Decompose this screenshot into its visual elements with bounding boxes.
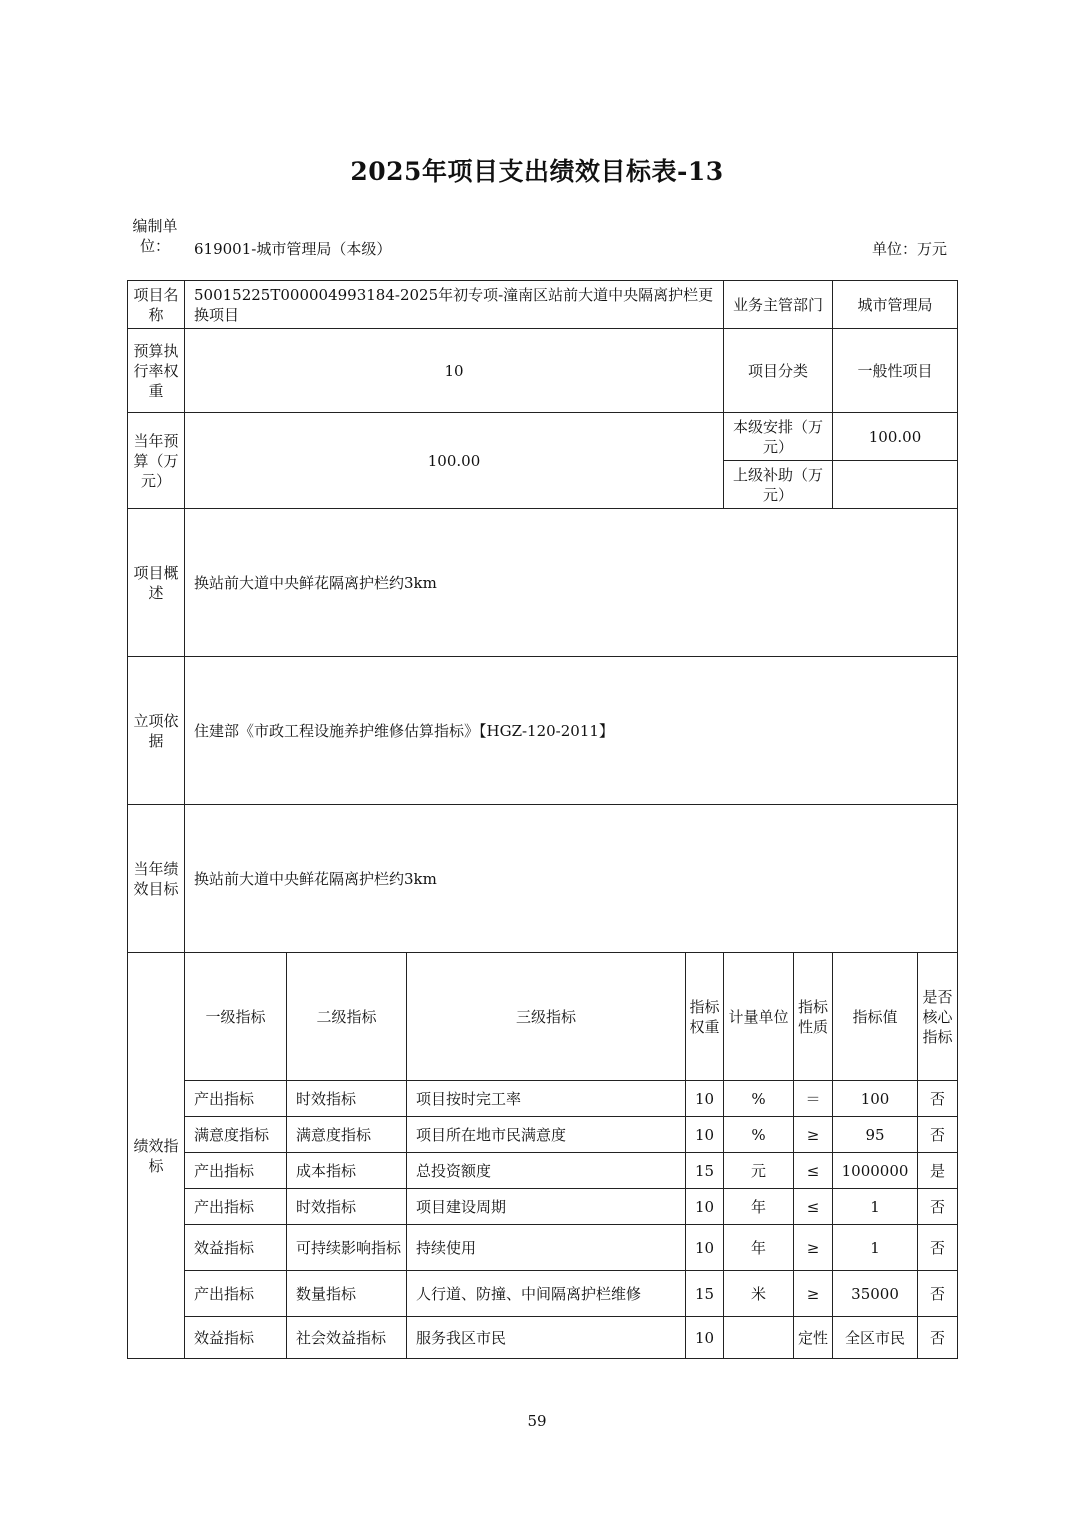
row-nature: ≥ [794,1271,833,1317]
header-weight: 指标权重 [686,953,724,1081]
row-value: 95 [833,1117,918,1153]
row-nature: ≤ [794,1189,833,1225]
project-name-label: 项目名称 [128,281,185,329]
row-weight: 10 [686,1189,724,1225]
row-level3: 人行道、防撞、中间隔离护栏维修 [407,1271,686,1317]
table-row [128,1189,958,1225]
goal-value: 换站前大道中央鲜花隔离护栏约3km [185,805,958,953]
row-unit: 年 [724,1189,794,1225]
row-weight: 10 [686,1225,724,1271]
row-weight: 10 [686,1117,724,1153]
rate-label: 预算执行率权重 [128,329,185,413]
goal-label: 当年绩效目标 [128,805,185,953]
row-core: 否 [918,1225,958,1271]
row-level2: 成本指标 [287,1153,407,1189]
header-unit: 计量单位 [724,953,794,1081]
row-level1: 产出指标 [185,1081,287,1117]
row-level2: 时效指标 [287,1081,407,1117]
basis-label: 立项依据 [128,657,185,805]
row-value: 35000 [833,1271,918,1317]
row-weight: 10 [686,1317,724,1359]
table-row [128,1153,958,1189]
dept-label: 业务主管部门 [724,281,833,329]
row-value: 1000000 [833,1153,918,1189]
row-weight: 10 [686,1081,724,1117]
row-level3: 总投资额度 [407,1153,686,1189]
row-unit [724,1317,794,1359]
row-level1: 产出指标 [185,1189,287,1225]
row-nature: ＝ [794,1081,833,1117]
row-core: 否 [918,1189,958,1225]
unit-value: 619001-城市管理局（本级） [194,240,392,258]
row-value: 1 [833,1225,918,1271]
row-core: 否 [918,1317,958,1359]
table-row [128,1117,958,1153]
subsidy-value [833,461,958,509]
page-number: 59 [527,1412,547,1430]
row-unit: 米 [724,1271,794,1317]
row-level3: 项目按时完工率 [407,1081,686,1117]
header-nature: 指标性质 [794,953,833,1081]
page-title: 2025年项目支出绩效目标表-13 [350,157,724,186]
row-level3: 服务我区市民 [407,1317,686,1359]
project-name: 50015225T000004993184-2025年初专项-潼南区站前大道中央隔离护栏更换项目 [185,281,724,329]
row-value: 100 [833,1081,918,1117]
unit-row [127,216,957,278]
row-unit: 元 [724,1153,794,1189]
dept-value: 城市管理局 [833,281,958,329]
row-level1: 满意度指标 [185,1117,287,1153]
row-value: 1 [833,1189,918,1225]
row-level3: 持续使用 [407,1225,686,1271]
local-label: 本级安排（万元） [724,413,833,461]
row-unit: % [724,1117,794,1153]
performance-table [127,280,958,1359]
row-nature: 定性 [794,1317,833,1359]
local-value: 100.00 [833,413,958,461]
overview-label: 项目概述 [128,509,185,657]
row-level3: 项目所在地市民满意度 [407,1117,686,1153]
row-level3: 项目建设周期 [407,1189,686,1225]
category-label: 项目分类 [724,329,833,413]
row-core: 否 [918,1117,958,1153]
rate-value: 10 [185,329,724,413]
row-level2: 时效指标 [287,1189,407,1225]
row-weight: 15 [686,1271,724,1317]
row-core: 是 [918,1153,958,1189]
row-level2: 满意度指标 [287,1117,407,1153]
row-value: 全区市民 [833,1317,918,1359]
overview-value: 换站前大道中央鲜花隔离护栏约3km [185,509,958,657]
row-core: 否 [918,1081,958,1117]
row-unit: 年 [724,1225,794,1271]
budget-value: 100.00 [185,413,724,509]
row-core: 否 [918,1271,958,1317]
row-weight: 15 [686,1153,724,1189]
row-level2: 社会效益指标 [287,1317,407,1359]
currency-unit: 单位：万元 [871,240,947,258]
subsidy-label: 上级补助（万元） [724,461,833,509]
row-level2: 可持续影响指标 [287,1225,407,1271]
header-level2: 二级指标 [287,953,407,1081]
row-level1: 效益指标 [185,1225,287,1271]
row-nature: ≥ [794,1225,833,1271]
row-nature: ≥ [794,1117,833,1153]
row-level2: 数量指标 [287,1271,407,1317]
category-value: 一般性项目 [833,329,958,413]
budget-label: 当年预算（万元） [128,413,185,509]
header-level3: 三级指标 [407,953,686,1081]
row-level1: 产出指标 [185,1153,287,1189]
table-row [128,1271,958,1317]
table-row [128,1225,958,1271]
row-unit: % [724,1081,794,1117]
basis-value: 住建部《市政工程设施养护维修估算指标》【HGZ-120-2011】 [185,657,958,805]
unit-label: 编制单位： [132,217,178,255]
header-level1: 一级指标 [185,953,287,1081]
indicators-label: 绩效指标 [128,953,185,1359]
table-row [128,1081,958,1117]
row-nature: ≤ [794,1153,833,1189]
table-row [128,1317,958,1359]
row-level1: 产出指标 [185,1271,287,1317]
header-core: 是否核心指标 [918,953,958,1081]
row-level1: 效益指标 [185,1317,287,1359]
header-value: 指标值 [833,953,918,1081]
